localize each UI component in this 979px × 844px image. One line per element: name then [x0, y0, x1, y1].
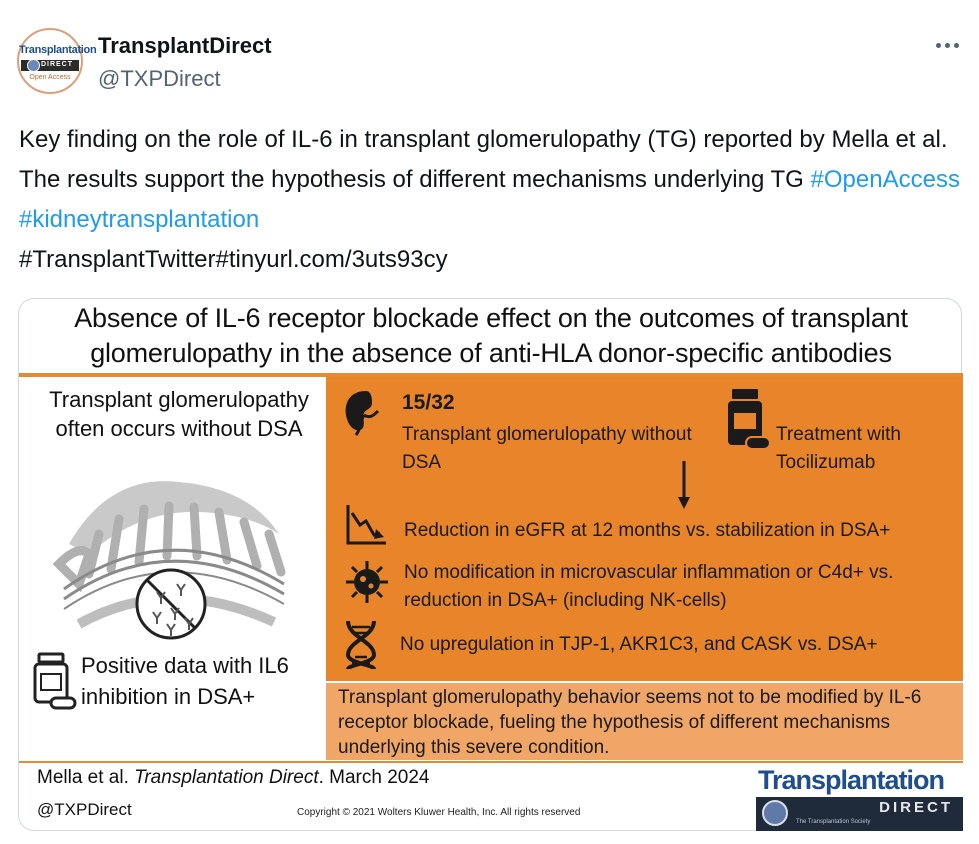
hashtag-kidneytransplantation[interactable]: #kidneytransplantation [19, 206, 260, 233]
citation-date: . March 2024 [318, 767, 430, 788]
glomerulus-illustration-icon [49, 474, 289, 654]
declining-chart-icon [344, 503, 388, 547]
display-name[interactable]: TransplantDirect [98, 33, 272, 58]
more-dot-icon [954, 43, 959, 48]
summary-box [326, 683, 963, 760]
medicine-bottle-icon [33, 652, 77, 712]
citation-journal: Transplantation Direct [134, 767, 319, 788]
profile-avatar[interactable] [17, 28, 97, 94]
avatar-band-text: DIRECT [40, 61, 73, 68]
journal-logo [756, 763, 963, 831]
tweet-media-image[interactable] [18, 298, 962, 831]
pill-bottle-icon [726, 387, 772, 453]
citation-authors: Mella et al. [37, 767, 135, 788]
avatar-subtitle: Open Access [29, 74, 71, 81]
kidney-icon [340, 387, 384, 443]
more-options-button[interactable] [930, 33, 964, 57]
footer-handle: @TXPDirect [37, 800, 132, 819]
title-line-2: glomerulopathy in the absence of anti-HLA donor-specific antibodies [90, 338, 892, 368]
tg-count: 15/32 [402, 391, 455, 414]
tweet-tail: #TransplantTwitter#tinyurl.com/3uts93cy [19, 246, 448, 273]
treatment-text: Treatment with Tocilizumab [776, 424, 901, 473]
virus-cell-icon [344, 559, 390, 605]
citation [37, 767, 430, 789]
avatar-wordmark: Transplantation [19, 44, 97, 56]
left-heading: Transplant glomerulopathy often occurs without DSA [49, 387, 309, 441]
logo-band [756, 797, 963, 831]
left-panel [19, 377, 325, 760]
findings-panel [326, 377, 963, 681]
tweet-text [19, 120, 969, 280]
finding-inflammation: No modification in microvascular inflammation or C4d+ vs. reduction in DSA+ (including NK-cells) [404, 562, 894, 611]
finding-upregulation: No upregulation in TJP-1, AKR1C3, and CASK vs. DSA+ [400, 634, 878, 655]
avatar-seal-icon [27, 59, 40, 72]
dna-icon [344, 619, 378, 671]
hashtag-openaccess[interactable]: #OpenAccess [810, 166, 960, 193]
logo-subtitle: The Transplantation Society [796, 819, 871, 825]
title-line-1: Absence of IL-6 receptor blockade effect on the outcomes of transplant [74, 303, 908, 333]
society-seal-icon [762, 800, 788, 826]
tweet-body: Key finding on the role of IL-6 in transplant glomerulopathy (TG) reported by Mella et al. The results support the hypothesis of different mechanisms underlying TG [19, 126, 948, 193]
infographic-title [19, 301, 963, 371]
summary-text: Transplant glomerulopathy behavior seems not to be modified by IL-6 receptor blockade, fueling the hypothesis of different mechanisms underlying this severe condition. [338, 687, 922, 758]
more-dot-icon [936, 43, 941, 48]
user-handle[interactable]: @TXPDirect [98, 66, 221, 91]
more-dot-icon [945, 43, 950, 48]
logo-direct: DIRECT [879, 799, 953, 816]
arrow-down-icon [676, 461, 692, 511]
tg-without-dsa-text: Transplant glomerulopathy without DSA [402, 424, 692, 473]
logo-wordmark: Transplantation [758, 765, 945, 795]
copyright-notice: Copyright © 2021 Wolters Kluwer Health, Inc. All rights reserved [297, 807, 581, 818]
finding-egfr: Reduction in eGFR at 12 months vs. stabilization in DSA+ [404, 520, 891, 541]
left-bottom-text: Positive data with IL6 inhibition in DSA+ [81, 653, 289, 709]
